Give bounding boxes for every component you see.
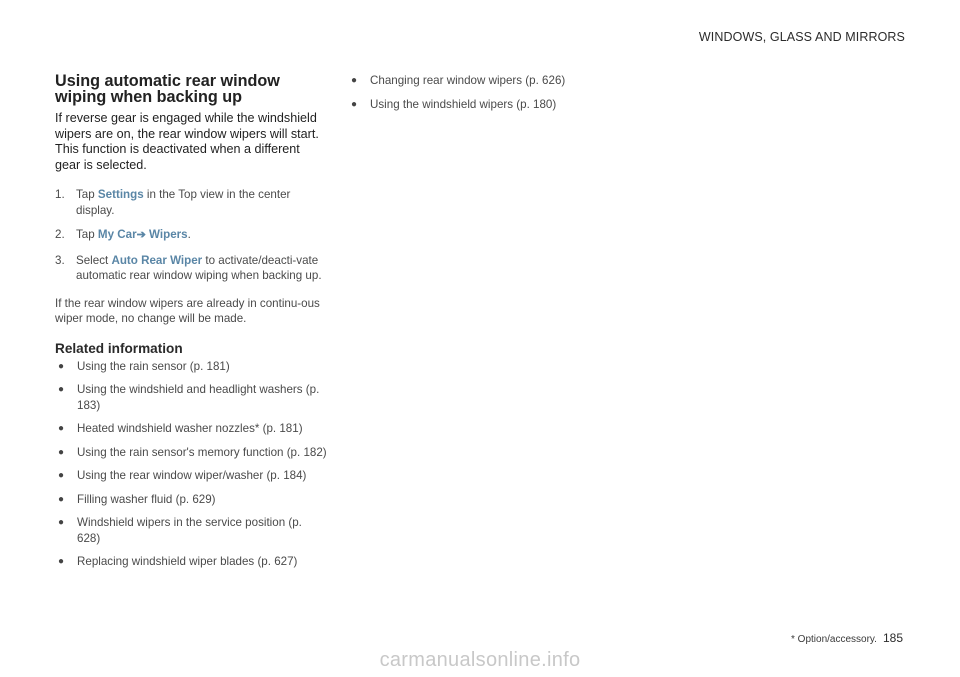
section-header: WINDOWS, GLASS AND MIRRORS <box>698 30 905 44</box>
bullet-icon: ● <box>351 75 358 86</box>
intro-paragraph: If reverse gear is engaged while the windshield wipers are on, the rear window wipers will start. This function is deactivated when a different gear is selected. <box>55 111 319 172</box>
page-title: Using automatic rear window wiping when backing up <box>55 72 280 106</box>
bullet-icon: ● <box>58 360 65 372</box>
arrow-right-icon: ➔ <box>136 229 146 241</box>
step-pre: Tap <box>76 188 98 201</box>
related-item[interactable]: ● Filling washer fluid (p. 629) <box>58 492 216 506</box>
related-item[interactable]: ● Using the windshield and headlight washers (p. 183) <box>58 383 320 412</box>
step-number: 1. <box>55 188 65 201</box>
note-paragraph: If the rear window wipers are already in continu-ous wiper mode, no change will be made. <box>55 296 320 325</box>
step-post: to activate/deacti-vate automatic rear window wiping when backing up. <box>76 253 322 282</box>
step-number: 2. <box>55 228 65 241</box>
step-item <box>55 187 327 218</box>
related-item[interactable]: ● Using the rain sensor (p. 181) <box>58 359 230 373</box>
steps-list <box>55 187 327 284</box>
bullet-icon: ● <box>58 470 65 481</box>
related-item[interactable]: ● Windshield wipers in the service position (p. 628) <box>58 516 302 545</box>
step-number: 3. <box>55 253 65 267</box>
bullet-icon: ● <box>58 556 65 567</box>
step-pre: Select <box>76 253 112 267</box>
bullet-icon: ● <box>58 384 65 395</box>
related-item[interactable]: ● Using the windshield wipers (p. 180) <box>351 97 557 111</box>
step-pre: Tap <box>76 228 98 241</box>
settings-label: Settings <box>97 188 144 201</box>
step-item <box>55 253 327 284</box>
related-item[interactable]: ● Using the rain sensor's memory function (p. 182) <box>58 445 327 459</box>
step-post: in the Top view in the center display. <box>76 188 291 217</box>
bullet-icon: ● <box>58 517 65 528</box>
step-item <box>55 227 327 244</box>
step-post: . <box>187 228 191 241</box>
auto-rear-wiper-label: Auto Rear Wiper <box>111 253 203 267</box>
related-item[interactable]: ● Replacing windshield wiper blades (p. 627) <box>58 555 298 568</box>
bullet-icon: ● <box>351 98 358 110</box>
wipers-label: Wipers <box>149 228 188 241</box>
related-item[interactable]: ● Heated windshield washer nozzles* (p. 181) <box>58 422 303 435</box>
footnote: * Option/accessory. <box>791 634 877 645</box>
related-list-continued <box>348 73 628 112</box>
bullet-icon: ● <box>58 493 65 505</box>
my-car-label: My Car <box>97 228 137 241</box>
page-number: 185 <box>882 631 903 645</box>
bullet-icon: ● <box>58 423 65 434</box>
related-item[interactable]: ● Using the rear window wiper/washer (p. 184) <box>58 469 307 482</box>
bullet-icon: ● <box>58 446 65 458</box>
related-item[interactable]: ● Changing rear window wipers (p. 626) <box>351 74 566 87</box>
related-heading: Related information <box>55 340 183 356</box>
watermark: carmanualsonline.info <box>379 649 581 671</box>
page-footer <box>791 631 903 645</box>
right-column <box>348 73 628 120</box>
left-column <box>55 73 327 578</box>
related-list <box>55 359 327 570</box>
